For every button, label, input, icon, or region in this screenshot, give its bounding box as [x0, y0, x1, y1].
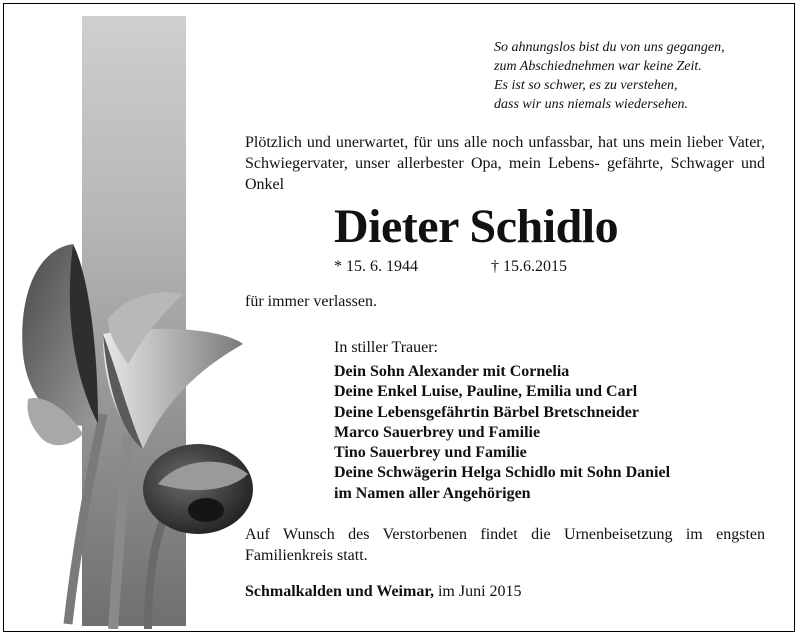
mourner-line: Deine Schwägerin Helga Schidlo mit Sohn Daniel	[334, 464, 671, 482]
poem	[494, 38, 784, 114]
poem-line: So ahnungslos bist du von uns gegangen,	[494, 40, 725, 55]
mourner-line: Marco Sauerbrey und Familie	[334, 423, 541, 441]
deceased-name: Dieter Schidlo	[334, 200, 619, 253]
place-and-date	[245, 582, 522, 602]
life-dates	[334, 257, 567, 277]
birth-date: * 15. 6. 1944	[334, 258, 418, 275]
calla-lily-image	[8, 234, 258, 629]
poem-line: dass wir uns niemals wiedersehen.	[494, 97, 689, 112]
poem-line: zum Abschiednehmen war keine Zeit.	[494, 59, 702, 74]
mourner-line: Dein Sohn Alexander mit Cornelia	[334, 363, 570, 380]
death-date: † 15.6.2015	[491, 258, 567, 275]
place-date: im Juni 2015	[433, 583, 522, 600]
obituary-notice	[3, 3, 795, 632]
forever-text: für immer verlassen.	[245, 293, 377, 310]
burial-notice: Auf Wunsch des Verstorbenen findet die Urnenbeisetzung im engsten Familienkreis statt.	[245, 526, 765, 564]
mourner-line: Tino Sauerbrey und Familie	[334, 444, 527, 462]
mourning-intro: In stiller Trauer:	[334, 339, 438, 356]
mourners-list	[334, 362, 670, 504]
mourner-line: Deine Lebensgefährtin Bärbel Bretschneider	[334, 403, 640, 421]
intro-paragraph: Plötzlich und unerwartet, für uns alle noch unfassbar, hat uns mein lieber Vater, Schwiegervater, unser allerbester Opa, mein Lebens- gefährte, Schwager und Onkel	[245, 134, 765, 193]
poem-line: Es ist so schwer, es zu verstehen,	[494, 78, 678, 93]
mourner-line: im Namen aller Angehörigen	[334, 484, 531, 502]
mourner-line: Deine Enkel Luise, Pauline, Emilia und Carl	[334, 383, 638, 401]
place-location: Schmalkalden und Weimar,	[245, 583, 434, 600]
